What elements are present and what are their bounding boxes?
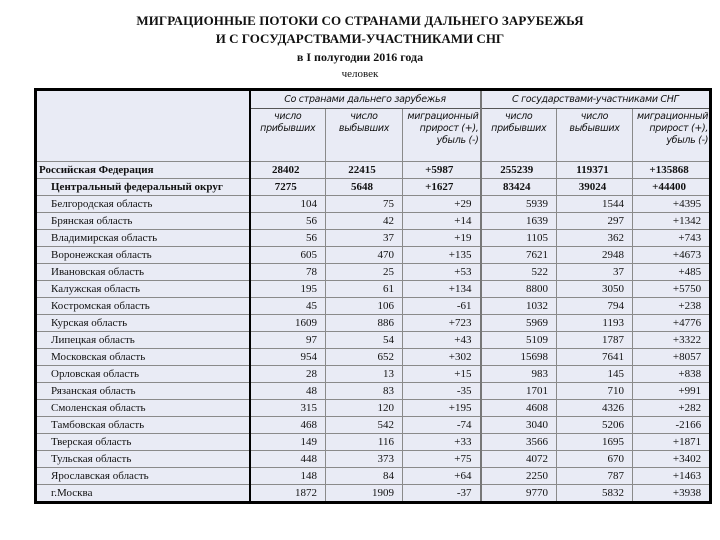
table-row bbox=[36, 468, 711, 485]
value-cell: 448 bbox=[250, 451, 326, 468]
table-row bbox=[36, 349, 711, 366]
table-row bbox=[36, 196, 711, 213]
value-cell: 5206 bbox=[557, 417, 633, 434]
value-cell: +8057 bbox=[633, 349, 711, 366]
value-cell: 605 bbox=[250, 247, 326, 264]
value-cell: 4072 bbox=[481, 451, 557, 468]
value-cell: 1032 bbox=[481, 298, 557, 315]
column-header: число выбывших bbox=[557, 109, 633, 162]
value-cell: +723 bbox=[403, 315, 481, 332]
region-name: г.Москва bbox=[36, 485, 250, 503]
column-header: миграционный прирост (+), убыль (-) bbox=[403, 109, 481, 162]
value-cell: 149 bbox=[250, 434, 326, 451]
value-cell: +3938 bbox=[633, 485, 711, 503]
value-cell: +75 bbox=[403, 451, 481, 468]
value-cell: +14 bbox=[403, 213, 481, 230]
value-cell: +282 bbox=[633, 400, 711, 417]
table-row bbox=[36, 247, 711, 264]
region-name: Липецкая область bbox=[36, 332, 250, 349]
value-cell: 56 bbox=[250, 213, 326, 230]
value-cell: 145 bbox=[557, 366, 633, 383]
document-subtitle: в I полугодии 2016 года bbox=[296, 50, 424, 64]
value-cell: 5832 bbox=[557, 485, 633, 503]
region-name: Орловская область bbox=[36, 366, 250, 383]
value-cell: +64 bbox=[403, 468, 481, 485]
value-cell: 120 bbox=[326, 400, 403, 417]
region-name: Ивановская область bbox=[36, 264, 250, 281]
value-cell: +29 bbox=[403, 196, 481, 213]
value-cell: +19 bbox=[403, 230, 481, 247]
region-name: Калужская область bbox=[36, 281, 250, 298]
region-name: Курская область bbox=[36, 315, 250, 332]
value-cell: 3566 bbox=[481, 434, 557, 451]
value-cell: +485 bbox=[633, 264, 711, 281]
value-cell: 1909 bbox=[326, 485, 403, 503]
region-name: Московская область bbox=[36, 349, 250, 366]
value-cell: 1787 bbox=[557, 332, 633, 349]
value-cell: 983 bbox=[481, 366, 557, 383]
value-cell: 28402 bbox=[250, 162, 326, 179]
value-cell: 1193 bbox=[557, 315, 633, 332]
region-name: Рязанская область bbox=[36, 383, 250, 400]
value-cell: +1342 bbox=[633, 213, 711, 230]
document-title-line2: И С ГОСУДАРСТВАМИ-УЧАСТНИКАМИ СНГ bbox=[215, 31, 505, 46]
value-cell: 106 bbox=[326, 298, 403, 315]
value-cell: 48 bbox=[250, 383, 326, 400]
region-name: Ярославская область bbox=[36, 468, 250, 485]
table-row bbox=[36, 281, 711, 298]
unit-label: человек bbox=[341, 68, 379, 80]
value-cell: 1872 bbox=[250, 485, 326, 503]
value-cell: 13 bbox=[326, 366, 403, 383]
value-cell: +134 bbox=[403, 281, 481, 298]
table-row bbox=[36, 179, 711, 196]
value-cell: 78 bbox=[250, 264, 326, 281]
value-cell: 97 bbox=[250, 332, 326, 349]
value-cell: 7275 bbox=[250, 179, 326, 196]
value-cell: 83 bbox=[326, 383, 403, 400]
table-row bbox=[36, 417, 711, 434]
value-cell: 119371 bbox=[557, 162, 633, 179]
value-cell: 652 bbox=[326, 349, 403, 366]
table-row bbox=[36, 213, 711, 230]
table-row bbox=[36, 315, 711, 332]
value-cell: +43 bbox=[403, 332, 481, 349]
column-header: число прибывших bbox=[481, 109, 557, 162]
value-cell: +44400 bbox=[633, 179, 711, 196]
table-row bbox=[36, 298, 711, 315]
value-cell: +3402 bbox=[633, 451, 711, 468]
value-cell: +135868 bbox=[633, 162, 711, 179]
region-name: Владимирская область bbox=[36, 230, 250, 247]
table-row bbox=[36, 162, 711, 179]
region-name: Российская Федерация bbox=[36, 162, 250, 179]
value-cell: +135 bbox=[403, 247, 481, 264]
value-cell: +4776 bbox=[633, 315, 711, 332]
value-cell: 28 bbox=[250, 366, 326, 383]
value-cell: 3040 bbox=[481, 417, 557, 434]
value-cell: 61 bbox=[326, 281, 403, 298]
table-row bbox=[36, 400, 711, 417]
table-row bbox=[36, 332, 711, 349]
value-cell: 7621 bbox=[481, 247, 557, 264]
value-cell: 522 bbox=[481, 264, 557, 281]
value-cell: 1105 bbox=[481, 230, 557, 247]
value-cell: 37 bbox=[557, 264, 633, 281]
column-header: число прибывших bbox=[250, 109, 326, 162]
value-cell: +3322 bbox=[633, 332, 711, 349]
value-cell: 56 bbox=[250, 230, 326, 247]
value-cell: 1609 bbox=[250, 315, 326, 332]
value-cell: 42 bbox=[326, 213, 403, 230]
value-cell: +15 bbox=[403, 366, 481, 383]
value-cell: 954 bbox=[250, 349, 326, 366]
value-cell: -61 bbox=[403, 298, 481, 315]
value-cell: 2250 bbox=[481, 468, 557, 485]
header-corner bbox=[36, 90, 250, 162]
value-cell: +5987 bbox=[403, 162, 481, 179]
value-cell: +195 bbox=[403, 400, 481, 417]
region-name: Тульская область bbox=[36, 451, 250, 468]
value-cell: 7641 bbox=[557, 349, 633, 366]
value-cell: 787 bbox=[557, 468, 633, 485]
value-cell: +991 bbox=[633, 383, 711, 400]
value-cell: 5969 bbox=[481, 315, 557, 332]
value-cell: 83424 bbox=[481, 179, 557, 196]
table-row bbox=[36, 383, 711, 400]
value-cell: 470 bbox=[326, 247, 403, 264]
value-cell: +33 bbox=[403, 434, 481, 451]
value-cell: 195 bbox=[250, 281, 326, 298]
region-name: Смоленская область bbox=[36, 400, 250, 417]
table-row bbox=[36, 264, 711, 281]
value-cell: 4326 bbox=[557, 400, 633, 417]
value-cell: +1463 bbox=[633, 468, 711, 485]
region-name: Центральный федеральный округ bbox=[36, 179, 250, 196]
table-row bbox=[36, 230, 711, 247]
value-cell: 104 bbox=[250, 196, 326, 213]
value-cell: 794 bbox=[557, 298, 633, 315]
column-header: миграционный прирост (+), убыль (-) bbox=[633, 109, 711, 162]
value-cell: 468 bbox=[250, 417, 326, 434]
value-cell: 3050 bbox=[557, 281, 633, 298]
value-cell: +1627 bbox=[403, 179, 481, 196]
value-cell: +4673 bbox=[633, 247, 711, 264]
value-cell: 373 bbox=[326, 451, 403, 468]
value-cell: 1544 bbox=[557, 196, 633, 213]
value-cell: +838 bbox=[633, 366, 711, 383]
value-cell: 84 bbox=[326, 468, 403, 485]
value-cell: 5939 bbox=[481, 196, 557, 213]
value-cell: +1871 bbox=[633, 434, 711, 451]
column-header: число выбывших bbox=[326, 109, 403, 162]
value-cell: 542 bbox=[326, 417, 403, 434]
value-cell: 45 bbox=[250, 298, 326, 315]
value-cell: +5750 bbox=[633, 281, 711, 298]
document-title-line1: МИГРАЦИОННЫЕ ПОТОКИ СО СТРАНАМИ ДАЛЬНЕГО ЗАРУБЕЖЬЯ bbox=[136, 13, 584, 28]
value-cell: 1639 bbox=[481, 213, 557, 230]
table-row bbox=[36, 434, 711, 451]
value-cell: 37 bbox=[326, 230, 403, 247]
group-header-cis: С государствами-участниками СНГ bbox=[481, 90, 711, 109]
value-cell: 4608 bbox=[481, 400, 557, 417]
table-row bbox=[36, 485, 711, 503]
value-cell: -35 bbox=[403, 383, 481, 400]
value-cell: +302 bbox=[403, 349, 481, 366]
value-cell: 75 bbox=[326, 196, 403, 213]
value-cell: -74 bbox=[403, 417, 481, 434]
value-cell: 8800 bbox=[481, 281, 557, 298]
value-cell: 2948 bbox=[557, 247, 633, 264]
value-cell: 362 bbox=[557, 230, 633, 247]
value-cell: 9770 bbox=[481, 485, 557, 503]
value-cell: 22415 bbox=[326, 162, 403, 179]
region-name: Брянская область bbox=[36, 213, 250, 230]
value-cell: 148 bbox=[250, 468, 326, 485]
region-name: Воронежская область bbox=[36, 247, 250, 264]
value-cell: 1701 bbox=[481, 383, 557, 400]
value-cell: -2166 bbox=[633, 417, 711, 434]
value-cell: 315 bbox=[250, 400, 326, 417]
value-cell: 297 bbox=[557, 213, 633, 230]
region-name: Тамбовская область bbox=[36, 417, 250, 434]
value-cell: 5109 bbox=[481, 332, 557, 349]
value-cell: +53 bbox=[403, 264, 481, 281]
value-cell: 255239 bbox=[481, 162, 557, 179]
migration-table bbox=[34, 88, 712, 504]
region-name: Костромская область bbox=[36, 298, 250, 315]
value-cell: +4395 bbox=[633, 196, 711, 213]
value-cell: 670 bbox=[557, 451, 633, 468]
value-cell: 116 bbox=[326, 434, 403, 451]
value-cell: 710 bbox=[557, 383, 633, 400]
value-cell: 1695 bbox=[557, 434, 633, 451]
group-header-far-abroad: Со странами дальнего зарубежья bbox=[250, 90, 481, 109]
table-row bbox=[36, 451, 711, 468]
value-cell: 54 bbox=[326, 332, 403, 349]
region-name: Тверская область bbox=[36, 434, 250, 451]
value-cell: 15698 bbox=[481, 349, 557, 366]
value-cell: 5648 bbox=[326, 179, 403, 196]
value-cell: 39024 bbox=[557, 179, 633, 196]
value-cell: 886 bbox=[326, 315, 403, 332]
table-row bbox=[36, 366, 711, 383]
value-cell: -37 bbox=[403, 485, 481, 503]
value-cell: 25 bbox=[326, 264, 403, 281]
value-cell: +238 bbox=[633, 298, 711, 315]
region-name: Белгородская область bbox=[36, 196, 250, 213]
value-cell: +743 bbox=[633, 230, 711, 247]
